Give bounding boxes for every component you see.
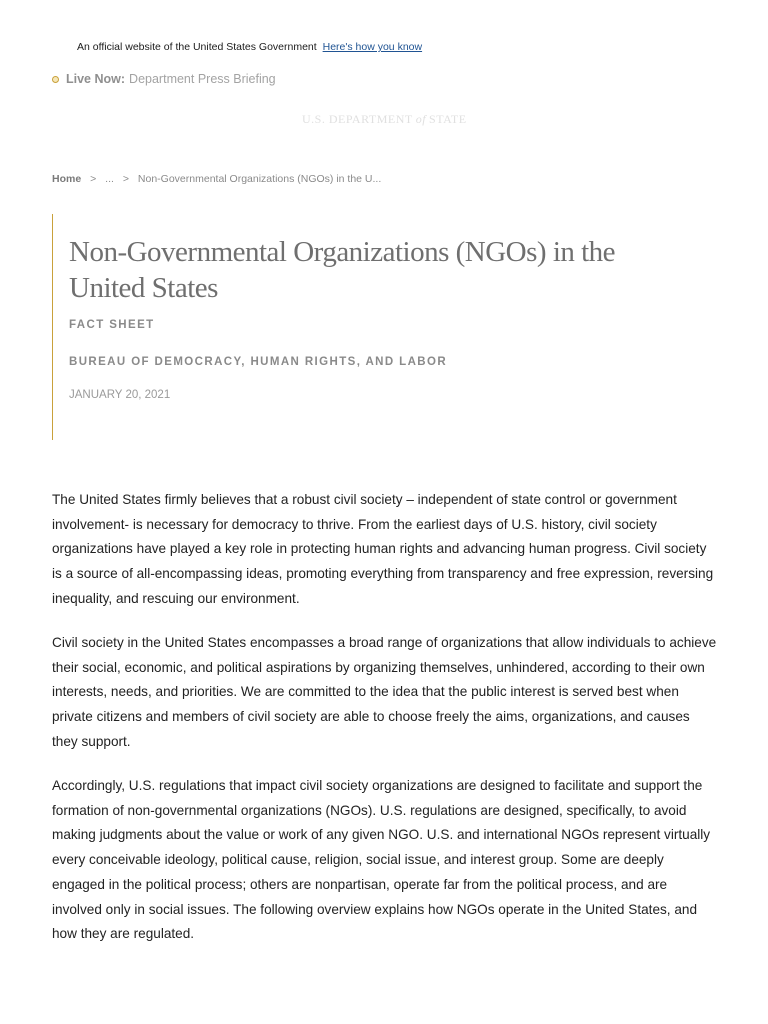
breadcrumb-separator: > bbox=[90, 173, 97, 185]
live-now-bar[interactable] bbox=[52, 72, 276, 86]
banner-text: An official website of the United States Government bbox=[77, 41, 317, 53]
publish-date: JANUARY 20, 2021 bbox=[69, 389, 171, 401]
breadcrumb bbox=[52, 173, 381, 185]
breadcrumb-ellipsis[interactable]: ... bbox=[105, 173, 114, 185]
breadcrumb-separator: > bbox=[122, 173, 129, 185]
logo-right-text: STATE bbox=[429, 112, 467, 126]
official-gov-banner bbox=[77, 41, 422, 53]
article-paragraph: The United States firmly believes that a robust civil society – independent of state control or government involvement- is necessary for democracy to thrive. From the earliest days of U.S. history, civil society organizations have played a key role in protecting human rights and advancing human progress. Civil society is a source of all-encompassing ideas, promoting everything from transparency and free expression, reversing inequality, and rescuing our environment. bbox=[52, 492, 714, 606]
bureau-link[interactable]: BUREAU OF DEMOCRACY, HUMAN RIGHTS, AND LABOR bbox=[69, 356, 448, 368]
hero-accent-rule bbox=[52, 214, 53, 440]
logo-of-text: of bbox=[415, 112, 427, 126]
heres-how-you-know-link[interactable]: Here's how you know bbox=[322, 41, 423, 53]
article-type-label: FACT SHEET bbox=[69, 319, 155, 331]
breadcrumb-home-link[interactable]: Home bbox=[52, 173, 82, 185]
department-logo[interactable] bbox=[302, 112, 467, 127]
live-indicator-icon bbox=[52, 76, 59, 83]
page-title: Non-Governmental Organizations (NGOs) in the United States bbox=[69, 236, 616, 304]
article-body bbox=[52, 488, 718, 966]
live-now-link[interactable]: Department Press Briefing bbox=[129, 72, 276, 86]
article-paragraph: Accordingly, U.S. regulations that impact civil society organizations are designed to facilitate and support the formation of non-governmental organizations (NGOs). U.S. regulations are designed, specifically, to avoid making judgments about the value or work of any given NGO. U.S. and international NGOs represent virtually every conceivable ideology, political cause, religion, social issue, and interest group. Some are deeply engaged in the political process; others are nonpartisan, operate far from the political process, and are involved only in social issues. The following overview explains how NGOs operate in the United States, and how they are regulated. bbox=[52, 778, 711, 942]
live-now-label: Live Now: bbox=[66, 72, 126, 86]
article-paragraph: Civil society in the United States encompasses a broad range of organizations that allow individuals to achieve their social, economic, and political aspirations by organizing themselves, unhindered, according to their own interests, needs, and priorities. We are committed to the idea that the public interest is served best when private citizens and members of civil society are able to choose freely the aims, organizations, and causes they support. bbox=[52, 635, 717, 749]
breadcrumb-current: Non-Governmental Organizations (NGOs) in the U... bbox=[137, 173, 382, 185]
logo-left-text: U.S. DEPARTMENT bbox=[302, 112, 413, 126]
